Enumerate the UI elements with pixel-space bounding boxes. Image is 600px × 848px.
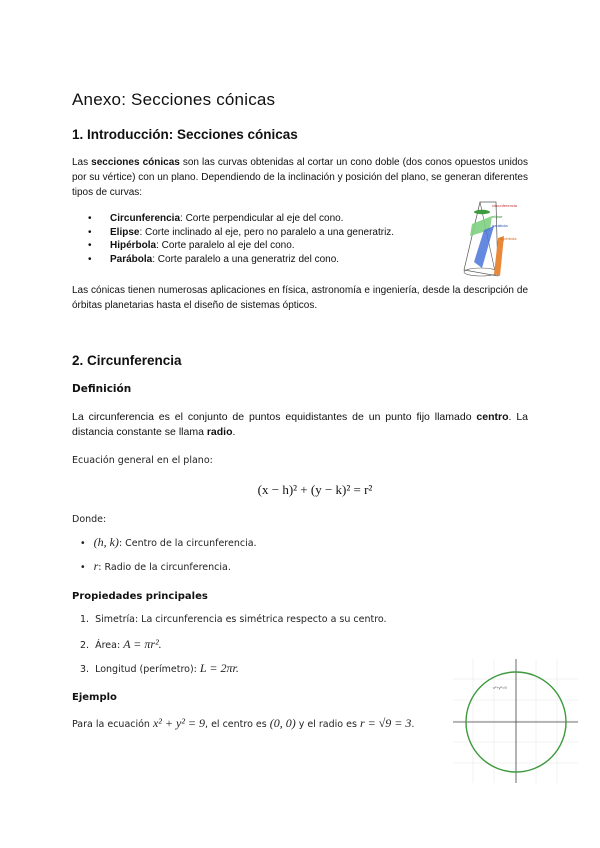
length-formula: L = 2πr.: [199, 661, 239, 675]
bullet-term: Circunferencia: [110, 213, 181, 224]
property-number: 2.: [80, 640, 90, 651]
donde-label: Donde:: [72, 514, 107, 525]
example-paragraph: [72, 716, 414, 731]
property-number: 3.: [80, 664, 90, 675]
section-2-heading: 2. Circunferencia: [72, 353, 182, 368]
list-item: [88, 226, 394, 240]
bullet-term: Parábola: [110, 253, 153, 265]
example-heading: Ejemplo: [72, 692, 117, 703]
donde-text: : Centro de la circunferencia.: [118, 538, 257, 549]
intro-text-end: son las curvas obtenidas al cortar un cono doble (dos conos opuestos unidos por su vértice) con un plano. Dependiendo de la inclinación y posición del plano, se generan diferentes tipos de curvas:: [72, 157, 528, 198]
list-item: [88, 212, 394, 226]
property-text: : La circunferencia es simétrica respecto a su centro.: [134, 614, 387, 625]
circle-section: [474, 210, 490, 214]
section-1-heading: 1. Introducción: Secciones cónicas: [72, 127, 298, 142]
label-hiperbola: hipérbola: [500, 236, 517, 241]
def-text-3: .: [232, 426, 236, 438]
property-label: Simetría: [95, 614, 135, 625]
def-text-1: La circunferencia es el conjunto de puntos equidistantes de un punto fijo llamado: [72, 411, 477, 423]
conic-types-list: [88, 212, 394, 266]
circle-graph: [453, 659, 578, 783]
example-text-3: y el radio es: [295, 719, 360, 730]
example-text-4: .: [411, 719, 415, 730]
def-text-2: . La distancia constante se llama: [72, 411, 528, 438]
bullet-dot: •: [80, 562, 86, 573]
cone-figure: [462, 196, 534, 282]
intro-bold-term: secciones cónicas: [91, 157, 180, 168]
label-elipse: elipse: [492, 214, 503, 219]
def-bold-centro: centro: [476, 411, 509, 423]
property-label: Longitud (perímetro): [95, 664, 194, 675]
example-equation: x² + y² = 9: [152, 716, 206, 730]
bullet-text: : Corte inclinado al eje, pero no paralelo a una generatriz.: [139, 226, 395, 238]
intro-paragraph: [72, 155, 528, 200]
definition-heading: Definición: [72, 383, 132, 395]
bullet-dot: •: [80, 538, 86, 549]
donde-text: : Radio de la circunferencia.: [98, 562, 231, 573]
bullet-text: : Corte perpendicular al eje del cono.: [180, 213, 344, 224]
donde-item: [80, 535, 257, 550]
bullet-term: Hipérbola: [110, 240, 157, 251]
definition-paragraph: [72, 410, 528, 440]
example-center: (0, 0): [269, 716, 296, 730]
label-circunferencia: circunferencia: [492, 203, 517, 208]
properties-heading: Propiedades principales: [72, 591, 208, 602]
list-item: [88, 253, 394, 267]
example-text-2: , el centro es: [205, 719, 270, 730]
property-item: [80, 614, 387, 625]
center-symbol: (h, k): [93, 535, 119, 549]
intro-text-start: Las: [72, 157, 92, 168]
property-text: :: [116, 640, 124, 651]
example-radius: r = √9 = 3: [359, 716, 412, 730]
graph-equation-label: x²+y²=9: [493, 685, 507, 690]
radius-symbol: r: [93, 559, 99, 573]
bullet-text: : Corte paralelo al eje del cono.: [156, 240, 295, 251]
donde-item: [80, 559, 231, 574]
bullet-term: Elipse: [110, 226, 140, 238]
applications-paragraph: Las cónicas tienen numerosas aplicaciones en física, astronomía e ingeniería, desde la descripción de órbitas planetarias hasta el diseño de sistemas ópticos.: [72, 285, 528, 311]
property-label: Área: [95, 640, 117, 651]
property-number: 1.: [80, 614, 90, 625]
bullet-text: : Corte paralelo a una generatriz del cono.: [152, 253, 340, 265]
label-parabola: parábola: [492, 223, 508, 228]
circle-equation: (x − h)² + (y − k)² = r²: [257, 482, 373, 497]
example-text-1: Para la ecuación: [72, 719, 153, 730]
property-item: [80, 661, 239, 676]
area-formula: A = πr².: [123, 637, 162, 651]
property-text: :: [193, 664, 200, 675]
list-item: [88, 239, 394, 253]
property-item: [80, 637, 162, 652]
def-bold-radio: radio: [206, 426, 233, 438]
equation-label: Ecuación general en el plano:: [72, 455, 213, 466]
page-title: Anexo: Secciones cónicas: [72, 90, 276, 109]
